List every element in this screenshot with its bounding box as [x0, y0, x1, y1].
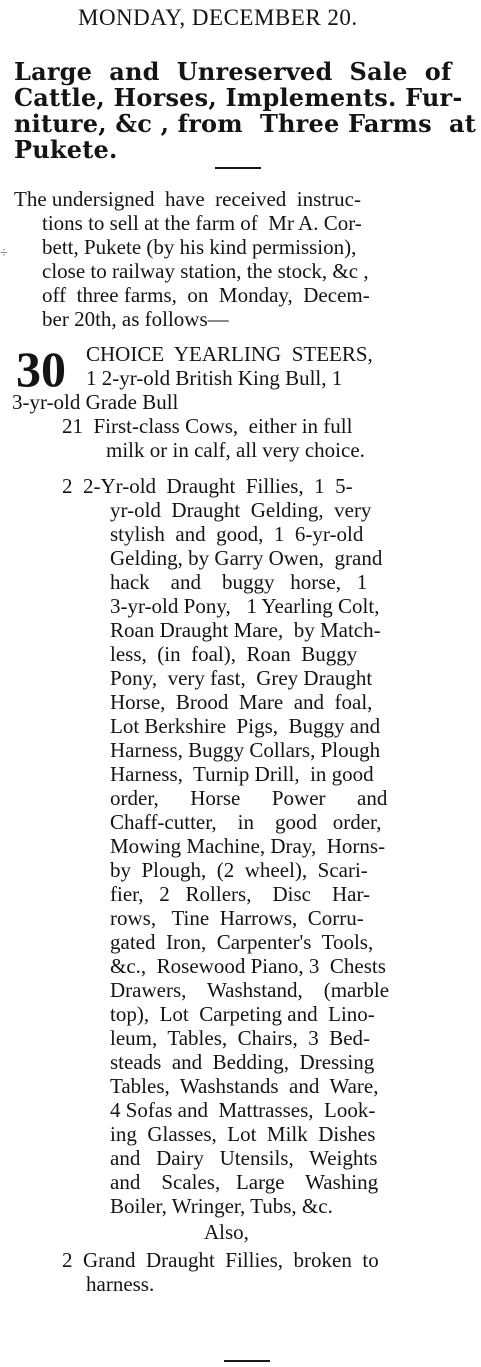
- lot3-line: hack and buggy horse, 1: [110, 570, 368, 594]
- lot3-line: 2 2-Yr-old Draught Fillies, 1 5-: [62, 474, 353, 498]
- intro-line: close to railway station, the stock, &c ,: [42, 259, 369, 283]
- separator-rule: [215, 167, 261, 169]
- lot3-line: Mowing Machine, Dray, Horns-: [110, 834, 386, 858]
- intro-line: off three farms, on Monday, Decem-: [42, 283, 370, 307]
- lot3-line: &c., Rosewood Piano, 3 Chests: [110, 954, 386, 978]
- separator-rule: [224, 1360, 270, 1362]
- lot3-line: Gelding, by Garry Owen, grand: [110, 546, 383, 570]
- lot3-line: Lot Berkshire Pigs, Buggy and: [110, 714, 381, 738]
- intro-line: The undersigned have received instruc-: [14, 187, 361, 211]
- lot3-line: Drawers, Washstand, (marble: [110, 978, 390, 1002]
- lot3-line: by Plough, (2 wheel), Scari-: [110, 858, 368, 882]
- lot3-line: yr-old Draught Gelding, very: [110, 498, 372, 522]
- lot1-line: 3-yr-old Grade Bull: [12, 390, 179, 414]
- intro-paragraph: [14, 187, 370, 336]
- lot3-line: less, (in foal), Roan Buggy: [110, 642, 358, 666]
- headline-line: Pukete.: [14, 135, 118, 164]
- lot3-line: and Scales, Large Washing: [110, 1170, 379, 1194]
- lot3-line: rows, Tine Harrows, Corru-: [110, 906, 364, 930]
- lot3-line: Roan Draught Mare, by Match-: [110, 618, 381, 642]
- lot3-line: ing Glasses, Lot Milk Dishes: [110, 1122, 376, 1146]
- lot3-line: Pony, very fast, Grey Draught: [110, 666, 373, 690]
- lot3-line: 4 Sofas and Mattrasses, Look-: [110, 1098, 376, 1122]
- lot3-text: [0, 474, 390, 1218]
- lot3-line: steads and Bedding, Dressing: [110, 1050, 375, 1074]
- lot2-line: milk or in calf, all very choice.: [106, 438, 365, 462]
- intro-line: ber 20th, as follows—: [42, 307, 229, 331]
- lot-number-large: 30: [16, 341, 66, 397]
- lot3-line: top), Lot Carpeting and Lino-: [110, 1002, 375, 1026]
- lot3-line: fier, 2 Rollers, Disc Har-: [110, 882, 371, 906]
- lot2-line: 21 First-class Cows, either in full: [62, 414, 353, 438]
- headline-line: Cattle, Horses, Implements. Fur-: [14, 83, 463, 112]
- lot2-text: [0, 414, 365, 479]
- lot3-line: Harness, Turnip Drill, in good: [110, 762, 374, 786]
- dateline: MONDAY, DECEMBER 20.: [78, 5, 358, 30]
- intro-line: tions to sell at the farm of Mr A. Cor-: [42, 211, 362, 235]
- headline: [14, 57, 476, 180]
- lot3-line: Tables, Washstands and Ware,: [110, 1074, 379, 1098]
- also-label: Also,: [204, 1220, 249, 1244]
- lot3-line: leum, Tables, Chairs, 3 Bed-: [110, 1026, 371, 1050]
- intro-line: bett, Pukete (by his kind permission),: [42, 235, 357, 259]
- lot3-line: and Dairy Utensils, Weights: [110, 1146, 378, 1170]
- lot4-line: 2 Grand Draught Fillies, broken to: [62, 1248, 379, 1272]
- lot4-line: harness.: [86, 1272, 155, 1296]
- lot1-line: 1 2-yr-old British King Bull, 1: [86, 366, 343, 390]
- margin-mark: ÷: [0, 246, 8, 261]
- lot3-line: Horse, Brood Mare and foal,: [110, 690, 373, 714]
- lot3-line: Harness, Buggy Collars, Plough: [110, 738, 381, 762]
- lot3-line: 3-yr-old Pony, 1 Yearling Colt,: [110, 594, 380, 618]
- lot4-text: [0, 1248, 379, 1313]
- lot3-line: order, Horse Power and: [110, 786, 388, 810]
- headline-line: niture, &c , from Three Farms at: [14, 109, 476, 138]
- lot3-line: Boiler, Wringer, Tubs, &c.: [110, 1194, 333, 1218]
- headline-line: Large and Unreserved Sale of: [14, 57, 452, 86]
- lot3-line: Chaff-cutter, in good order,: [110, 810, 382, 834]
- lot1-line: CHOICE YEARLING STEERS,: [86, 342, 373, 366]
- lot3-line: stylish and good, 1 6-yr-old: [110, 522, 364, 546]
- lot3-line: gated Iron, Carpenter's Tools,: [110, 930, 374, 954]
